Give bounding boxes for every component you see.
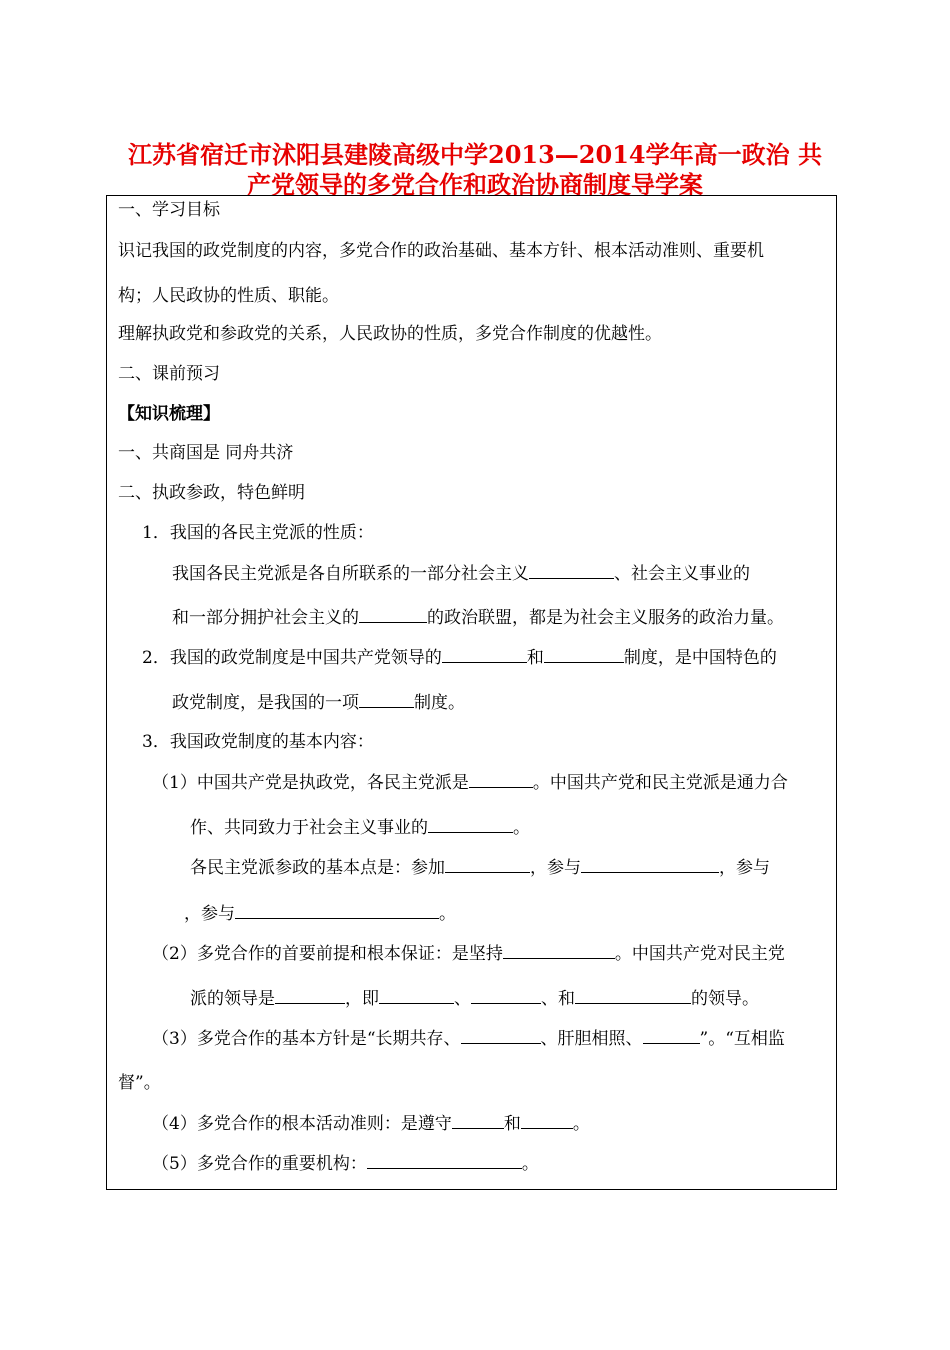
fill-blank[interactable] [461,1028,541,1044]
fill-blank[interactable] [442,647,527,663]
fill-blank[interactable] [359,607,427,623]
question-1-title: 1．我国的各民主党派的性质： [142,523,374,543]
section-heading-goals: 一、学习目标 [118,200,220,220]
text: （5）多党合作的重要机构： [152,1154,367,1174]
question-2-line-a [142,647,777,668]
fill-blank[interactable] [235,903,439,919]
goal-line-2: 构；人民政协的性质、职能。 [118,286,339,306]
text: 。中国共产党和民主党派是通力合 [532,773,788,793]
document-title [100,140,850,200]
point-1-line-a [152,772,788,793]
text: 、和 [541,989,575,1009]
knowledge-heading: 【知识梳理】 [118,404,220,424]
fill-blank[interactable] [471,988,541,1004]
text: 制度。 [414,693,465,713]
text: ”。“互相监 [699,1029,785,1049]
text: 。 [513,818,530,838]
point-5-line [152,1153,539,1174]
text: 和 [503,1114,521,1134]
text: （1）中国共产党是执政党，各民主党派是 [152,773,469,793]
fill-blank[interactable] [367,1153,522,1169]
section-heading-preview: 二、课前预习 [118,364,220,384]
fill-blank[interactable] [581,857,719,873]
fill-blank[interactable] [359,692,414,708]
fill-blank[interactable] [445,857,530,873]
question-2-line-b [172,692,465,713]
text: 政党制度，是我国的一项 [172,693,359,713]
text: 。 [521,1154,539,1174]
text: 的领导。 [691,989,759,1009]
question-1-line-b [172,607,784,628]
text: 。中国共产党对民主党 [614,944,785,964]
point-1-line-d [184,903,456,924]
text: 、社会主义事业的 [614,564,750,584]
knowledge-item-1: 一、共商国是 同舟共济 [118,443,294,463]
text: 的政治联盟，都是为社会主义服务的政治力量。 [427,608,784,628]
text: 、肝胆相照、 [540,1029,643,1049]
fill-blank[interactable] [452,1113,504,1129]
point-4-line [152,1113,590,1134]
fill-blank[interactable] [428,817,513,833]
text: ，参与 [184,904,235,924]
goal-line-3: 理解执政党和参政党的关系，人民政协的性质，多党合作制度的优越性。 [118,324,662,344]
question-1-line-a [172,563,750,584]
point-3-line-b: 督”。 [118,1073,161,1093]
fill-blank[interactable] [575,988,691,1004]
fill-blank[interactable] [469,772,533,788]
knowledge-item-2: 二、执政参政，特色鲜明 [118,483,305,503]
text: 。 [572,1114,590,1134]
point-1-line-c [190,857,770,878]
text: （3）多党合作的基本方针是“长期共存、 [152,1029,461,1049]
point-2-line-b [190,988,759,1009]
fill-blank[interactable] [275,988,345,1004]
text: 。 [439,904,456,924]
text: ，参与 [530,858,581,878]
text: ，参与 [719,858,770,878]
text: 、 [454,989,471,1009]
fill-blank[interactable] [643,1028,700,1044]
fill-blank[interactable] [521,1113,573,1129]
point-1-line-b [190,817,530,838]
title-line-2: 产党领导的多党合作和政治协商制度导学案 [247,170,703,199]
text: 派的领导是 [190,989,275,1009]
text: 和一部分拥护社会主义的 [172,608,359,628]
text: 和 [526,648,544,668]
fill-blank[interactable] [503,943,615,959]
text: 各民主党派参政的基本点是：参加 [190,858,445,878]
point-2-line-a [152,943,785,964]
text: 制度，是中国特色的 [623,648,777,668]
fill-blank[interactable] [529,563,614,579]
point-3-line-a [152,1028,785,1049]
text: （2）多党合作的首要前提和根本保证：是坚持 [152,944,503,964]
text: 作、共同致力于社会主义事业的 [190,818,428,838]
question-3-title: 3．我国政党制度的基本内容： [142,732,374,752]
fill-blank[interactable] [544,647,624,663]
text: ，即 [345,989,379,1009]
fill-blank[interactable] [379,988,454,1004]
text: 2．我国的政党制度是中国共产党领导的 [142,648,442,668]
text: （4）多党合作的根本活动准则：是遵守 [152,1114,452,1134]
goal-line-1: 识记我国的政党制度的内容，多党合作的政治基础、基本方针、根本活动准则、重要机 [118,241,764,261]
title-line-1: 江苏省宿迁市沭阳县建陵高级中学2013—2014学年高一政治 共 [128,140,822,169]
text: 我国各民主党派是各自所联系的一部分社会主义 [172,564,529,584]
